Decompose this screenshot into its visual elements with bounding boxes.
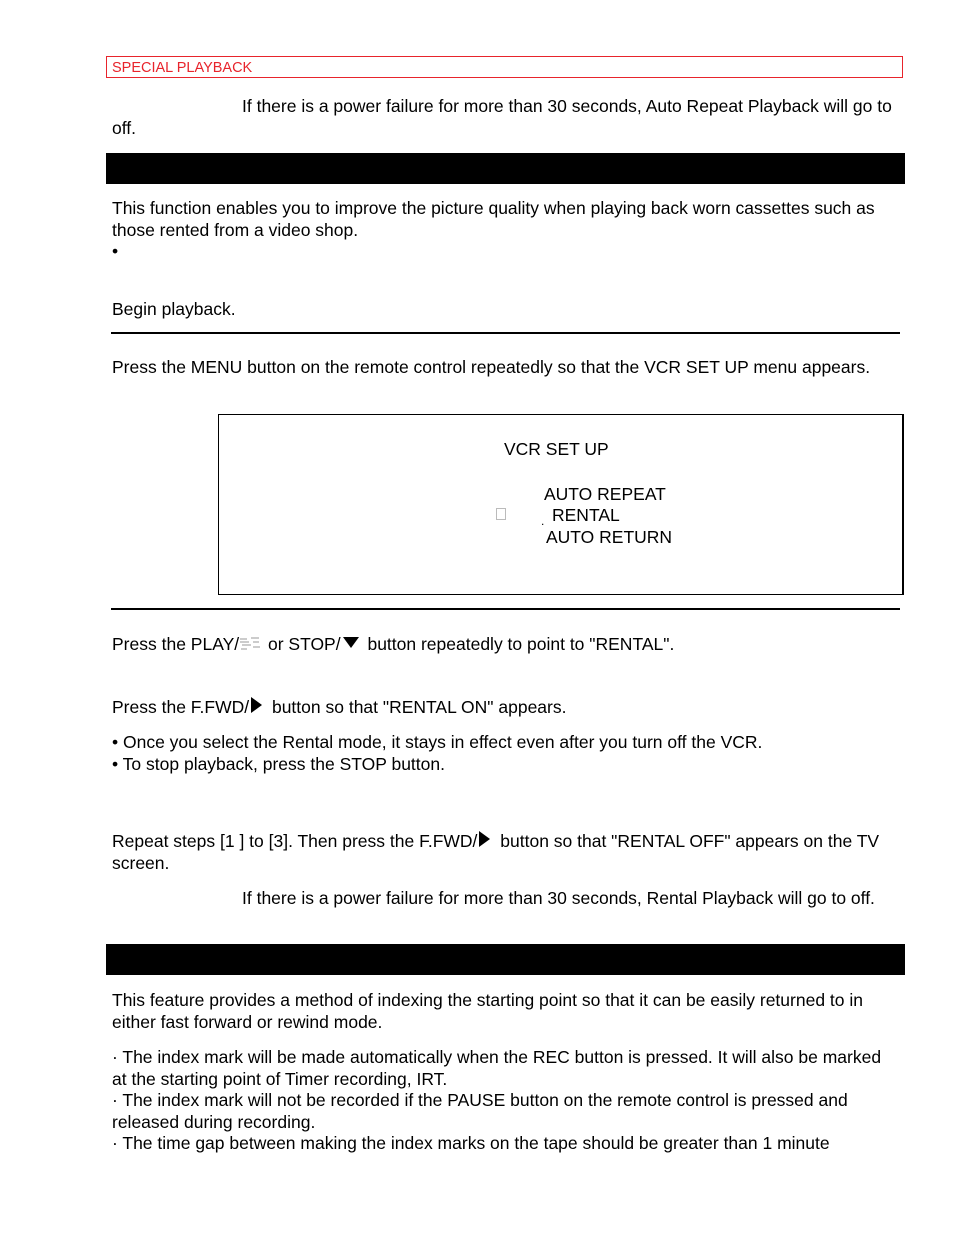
rental-intro: This function enables you to improve the picture quality when playing back worn cassettes such as those rented from a video shop. [112, 198, 875, 240]
play-icon [239, 636, 261, 652]
step3-prefix: Press the PLAY/ [112, 634, 240, 654]
index-section-bar [106, 944, 905, 975]
triangle-right-icon [479, 831, 490, 847]
menu-item-auto-repeat: AUTO REPEAT [544, 484, 666, 504]
rental-power-note: If there is a power failure for more than 30 seconds, Rental Playback will go to off. [242, 888, 875, 908]
menu-cursor-mark: . [541, 514, 545, 528]
rental-section-bar [106, 153, 905, 184]
step4-suffix: button so that "RENTAL ON" appears. [267, 697, 567, 717]
menu-cursor-icon [496, 508, 506, 520]
auto-repeat-power-note: If there is a power failure for more than 30 seconds, Auto Repeat Playback will go to off. [112, 96, 892, 138]
rental-step-1: Begin playback. [112, 299, 236, 319]
step3-mid: or STOP/ [263, 634, 341, 654]
rental-cancel-step [112, 830, 892, 874]
index-note-3: · The time gap between making the index marks on the tape should be greater than 1 minute [112, 1133, 830, 1153]
index-note-2: · The index mark will not be recorded if the PAUSE button on the remote control is pressed and released during recording. [112, 1090, 848, 1132]
triangle-right-icon [251, 697, 262, 713]
index-intro: This feature provides a method of indexing the starting point so that it can be easily returned to in either fast forward or rewind mode. [112, 990, 863, 1032]
cancel-suffix: button so that "RENTAL OFF" appears on the TV screen. [112, 831, 880, 873]
step3-suffix: button repeatedly to point to "RENTAL". [362, 634, 675, 654]
rental-bullet: • [112, 241, 119, 261]
cancel-prefix: Repeat steps [1 ] to [3]. Then press the F.FWD/ [112, 831, 478, 851]
step-divider-2 [111, 608, 900, 610]
step4-prefix: Press the F.FWD/ [112, 697, 250, 717]
rental-note-1: • Once you select the Rental mode, it stays in effect even after you turn off the VCR. [112, 732, 763, 752]
rental-step-4 [112, 696, 902, 718]
rental-step-3 [112, 633, 902, 655]
triangle-down-icon [343, 637, 359, 648]
menu-item-rental: RENTAL [552, 505, 620, 525]
section-header [106, 56, 903, 78]
index-note-1: · The index mark will be made automatically when the REC button is pressed. It will also be marked at the starting point of Timer recording, IRT. [112, 1047, 882, 1089]
step-divider-1 [111, 332, 900, 334]
menu-title: VCR SET UP [504, 439, 609, 459]
menu-item-auto-return: AUTO RETURN [546, 527, 673, 547]
rental-note-2: • To stop playback, press the STOP button. [112, 754, 445, 774]
rental-step-2: Press the MENU button on the remote control repeatedly so that the VCR SET UP menu appears. [112, 357, 871, 377]
section-header-label: SPECIAL PLAYBACK [112, 60, 253, 76]
